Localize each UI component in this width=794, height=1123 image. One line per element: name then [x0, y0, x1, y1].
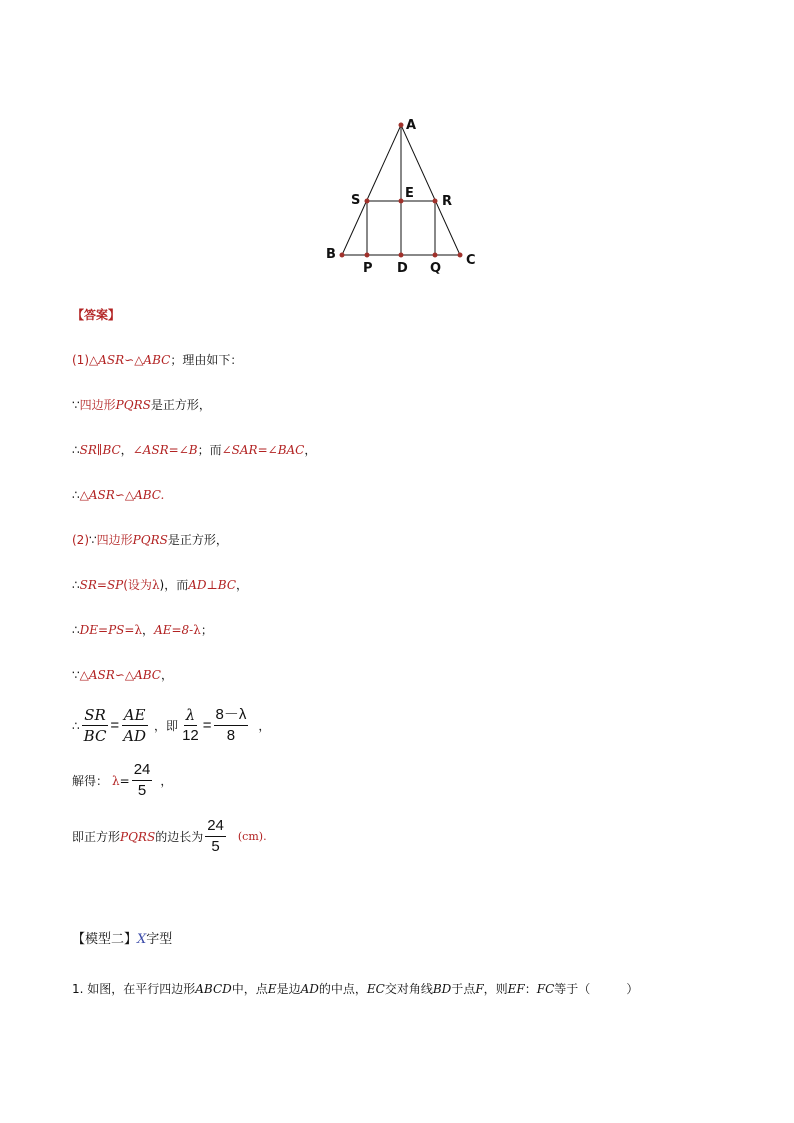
fraction-24-5: [205, 816, 226, 857]
line-end: ，: [236, 578, 249, 592]
point-s: [365, 199, 370, 204]
question-text: 中，点: [231, 982, 268, 996]
therefore-symbol: ∴: [72, 623, 80, 637]
point-q: [433, 253, 438, 258]
point-c: [458, 253, 463, 258]
similarity-conclusion: △ASR∽△ABC.: [79, 488, 165, 502]
geometry-figure: [310, 110, 510, 280]
separator: ，: [142, 623, 155, 637]
question-text: 的中点，: [318, 982, 367, 996]
line-end: ，: [304, 443, 317, 457]
because-symbol: ∵: [89, 533, 97, 547]
perpendicular-statement: AD⊥BC: [188, 578, 237, 592]
therefore-symbol: ∴: [72, 443, 80, 457]
point-a: [399, 123, 404, 128]
answer-heading: 【答案】: [72, 308, 121, 322]
label-c: C: [466, 253, 476, 268]
fraction-numerator: SR: [84, 706, 106, 724]
question-text: 交对角线: [384, 982, 433, 996]
unit-text: (cm).: [237, 830, 267, 843]
solve-text: 解得：: [72, 774, 109, 788]
fraction-numerator: 24: [132, 760, 153, 781]
that-is-text: ，即: [154, 719, 179, 733]
angle-equality-1: ∠ASR=∠B: [132, 443, 198, 457]
equals-sign: =: [110, 717, 120, 734]
answer-line-4: [72, 487, 164, 503]
x-type-label: 字型: [146, 932, 173, 947]
answer-line-8: [72, 667, 173, 683]
equals-sign: =: [119, 773, 130, 788]
answer-line-5: [72, 532, 228, 548]
part-2-label: (2): [72, 533, 89, 547]
question-text: 是边: [276, 982, 301, 996]
lambda-symbol: λ: [193, 623, 201, 637]
fraction-denominator: 12: [182, 727, 199, 744]
segment-ab: [342, 125, 401, 255]
fraction-denominator: AD: [123, 727, 147, 745]
answer-line-6: [72, 577, 248, 593]
therefore-symbol: ∴: [72, 488, 80, 502]
point-e: [399, 199, 404, 204]
fraction-numerator: 24: [205, 816, 226, 837]
label-s: S: [351, 193, 361, 208]
side-equality: SR=SP: [79, 578, 124, 592]
diagonal-bd-name: BD: [432, 982, 452, 996]
lambda-symbol: λ: [134, 623, 143, 637]
fraction-numerator: λ: [185, 706, 196, 724]
and-text: )，而: [159, 578, 189, 592]
fraction-sr-bc: [82, 705, 109, 746]
square-name: PQRS: [115, 398, 151, 412]
point-f-name: F: [475, 982, 484, 996]
separator: ，: [120, 443, 133, 457]
answer-line-9: [72, 705, 270, 746]
answer-line-11: [72, 816, 267, 857]
side-length-text: 的边长为: [155, 830, 204, 844]
square-name: PQRS: [132, 533, 168, 547]
therefore-symbol: ∴: [72, 718, 80, 733]
square-name: PQRS: [120, 829, 156, 844]
question-1: [72, 981, 638, 997]
fraction-denominator: 5: [137, 782, 147, 799]
fraction-lambda-12: [180, 705, 201, 746]
parallel-statement: SR∥BC: [79, 443, 121, 457]
lambda-symbol: λ: [151, 578, 160, 592]
segment-ec-name: EC: [366, 982, 385, 996]
label-d: D: [397, 261, 408, 276]
and-text: ；而: [197, 443, 222, 457]
angle-equality-2: ∠SAR=∠BAC: [221, 443, 305, 457]
because-symbol: ∵: [72, 398, 80, 412]
model-2-bracket-label: 【模型二】: [72, 932, 138, 947]
label-r: R: [442, 194, 453, 209]
line-end: ，: [258, 719, 271, 733]
ratio-colon: ：: [524, 982, 537, 996]
is-square-text: 是正方形，: [150, 398, 211, 412]
answer-line-2: [72, 397, 211, 413]
model-2-heading: [72, 931, 172, 949]
answer-line-1: [72, 352, 242, 368]
question-text: 等于（: [554, 982, 591, 996]
label-e: E: [405, 186, 414, 201]
fraction-8-minus-lambda: [214, 705, 249, 746]
point-b: [340, 253, 345, 258]
question-text: 于点: [451, 982, 476, 996]
similarity-statement: △ASR∽△ABC: [79, 668, 161, 682]
therefore-symbol: ∴: [72, 578, 80, 592]
side-ad-name: AD: [300, 982, 319, 996]
lambda-symbol: λ: [112, 773, 120, 788]
quadrilateral-word: 四边形: [96, 533, 133, 547]
answer-blank: ）: [590, 982, 639, 996]
x-letter: X: [137, 932, 147, 947]
similarity-statement: △ASR∽△ABC: [89, 353, 171, 367]
question-prefix: 1. 如图，在平行四边形: [72, 982, 196, 996]
line-end: ，: [160, 774, 173, 788]
because-symbol: ∵: [72, 668, 80, 682]
parallelogram-name: ABCD: [195, 982, 232, 996]
is-square-text: 是正方形，: [167, 533, 228, 547]
answer-line-7: [72, 622, 213, 638]
fraction-ae-ad: [121, 705, 148, 746]
segment-ef-name: EF: [507, 982, 525, 996]
part-1-label: (1): [72, 353, 89, 367]
quadrilateral-word: 四边形: [79, 398, 116, 412]
de-ps-equality: DE=PS=: [79, 623, 135, 637]
label-a: A: [406, 118, 417, 133]
point-r: [433, 199, 438, 204]
point-d: [399, 253, 404, 258]
reason-text: ；理由如下：: [170, 353, 243, 367]
point-e-name: E: [267, 982, 277, 996]
line-end: ，: [160, 668, 173, 682]
label-q: Q: [430, 261, 442, 276]
ae-expression: AE=8-: [154, 623, 194, 637]
equals-sign: =: [202, 717, 212, 734]
point-p: [365, 253, 370, 258]
fraction-numerator: AE: [123, 706, 146, 724]
fraction-denominator: BC: [83, 727, 107, 745]
conclusion-text: 即正方形: [72, 830, 121, 844]
label-b: B: [326, 247, 336, 262]
answer-line-10: [72, 760, 172, 801]
label-p: P: [363, 261, 373, 276]
fraction-numerator: 8－λ: [214, 705, 249, 726]
let-text: (设为: [123, 578, 152, 592]
question-text: ，则: [483, 982, 508, 996]
fraction-denominator: 5: [211, 838, 220, 855]
line-end: ；: [200, 623, 213, 637]
fraction-denominator: 8: [226, 727, 236, 744]
segment-fc-name: FC: [536, 982, 555, 996]
answer-line-3: [72, 442, 316, 458]
fraction-24-5: [132, 760, 153, 801]
